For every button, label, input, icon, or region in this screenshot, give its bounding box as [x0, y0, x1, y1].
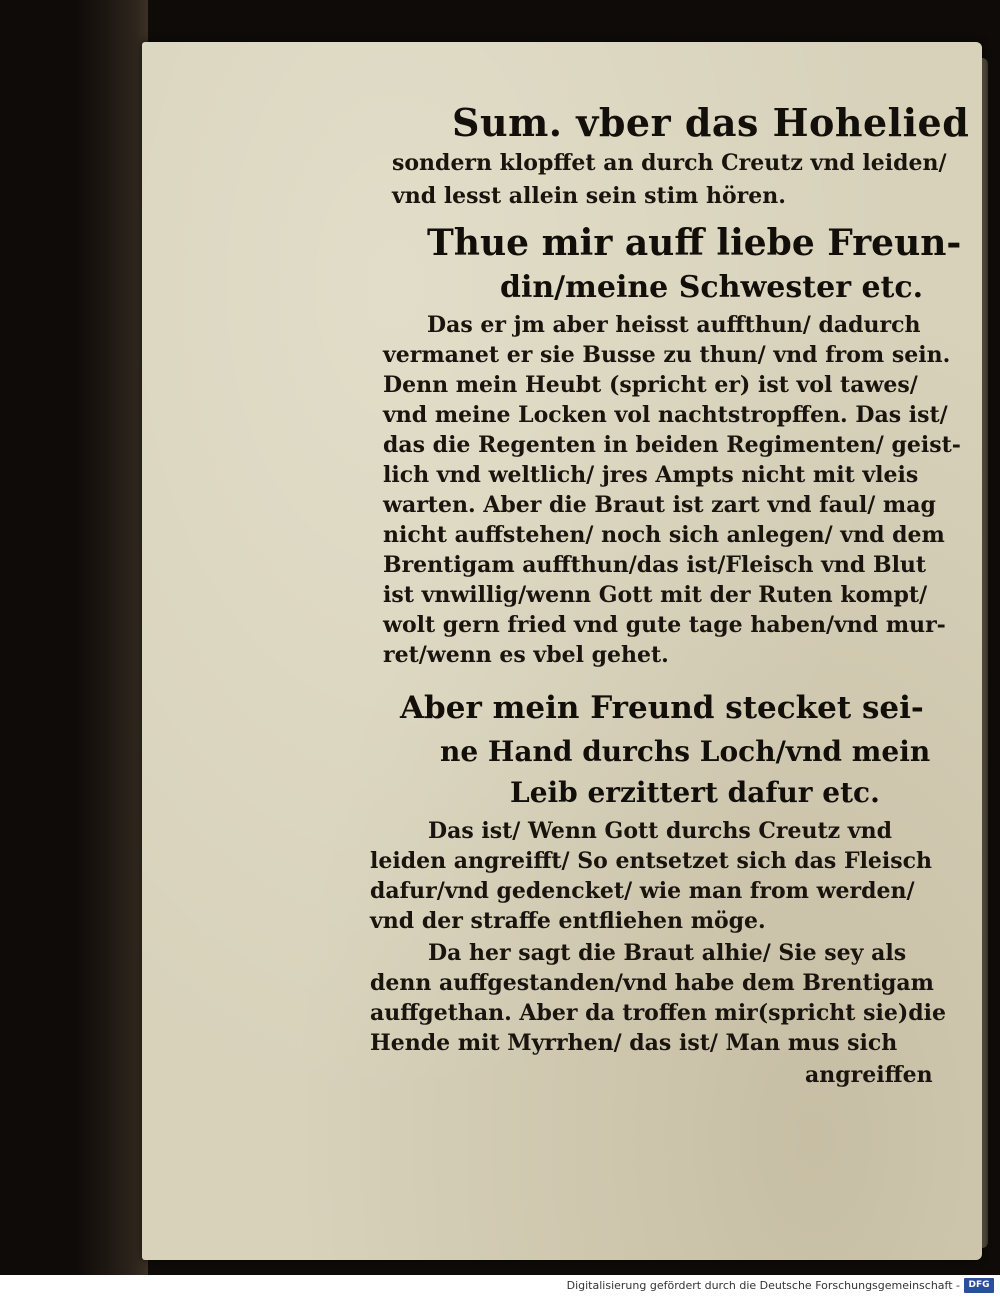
text-line: vnd lesst allein sein stim hören. — [392, 183, 786, 209]
section-heading-line: ne Hand durchs Loch/vnd mein — [440, 735, 931, 768]
text-line: nicht auffstehen/ noch sich anlegen/ vnd dem — [383, 522, 945, 548]
funding-notice: Digitalisierung gefördert durch die Deutsche Forschungsgemeinschaft - — [566, 1279, 960, 1292]
text-line: auffgethan. Aber da troffen mir(spricht sie)die — [370, 1000, 946, 1026]
text-line: vnd meine Locken vol nachtstropffen. Das ist/ — [383, 402, 948, 428]
section-heading-line: Thue mir auff liebe Freun- — [427, 222, 962, 264]
text-line: denn auffgestanden/vnd habe dem Brentigam — [370, 970, 934, 996]
text-line: Brentigam auffthun/das ist/Fleisch vnd Blut — [383, 552, 927, 578]
text-line: Denn mein Heubt (spricht er) ist vol tawes/ — [383, 372, 918, 398]
text-line: dafur/vnd gedencket/ wie man from werden/ — [370, 878, 915, 904]
text-line: Das er jm aber heisst auffthun/ dadurch — [427, 312, 921, 338]
running-head: Sum. vber das Hohelied — [452, 100, 970, 145]
text-line: wolt gern fried vnd gute tage haben/vnd mur- — [383, 612, 946, 638]
text-line: ret/wenn es vbel gehet. — [383, 642, 669, 668]
text-line: sondern klopffet an durch Creutz vnd leiden/ — [392, 150, 947, 176]
footer-bar — [0, 1275, 1000, 1297]
catchword: angreiffen — [805, 1062, 933, 1088]
text-line: vnd der straffe entfliehen möge. — [370, 908, 766, 934]
section-heading-line: Leib erzittert dafur etc. — [510, 776, 880, 809]
text-line: Das ist/ Wenn Gott durchs Creutz vnd — [428, 818, 892, 844]
dfg-logo-icon[interactable]: DFG — [964, 1278, 994, 1293]
section-heading-line: din/meine Schwester etc. — [500, 270, 924, 305]
text-line: lich vnd weltlich/ jres Ampts nicht mit vleis — [383, 462, 919, 488]
book-spine-shadow — [78, 0, 148, 1275]
text-line: leiden angreifft/ So entsetzet sich das Fleisch — [370, 848, 933, 874]
text-line: Da her sagt die Braut alhie/ Sie sey als — [428, 940, 907, 966]
text-line: das die Regenten in beiden Regimenten/ geist- — [383, 432, 961, 458]
text-line: warten. Aber die Braut ist zart vnd faul/ mag — [383, 492, 936, 518]
text-line: ist vnwillig/wenn Gott mit der Ruten kompt/ — [383, 582, 928, 608]
text-line: vermanet er sie Busse zu thun/ vnd from sein. — [383, 342, 951, 368]
text-line: Hende mit Myrrhen/ das ist/ Man mus sich — [370, 1030, 898, 1056]
section-heading-line: Aber mein Freund stecket sei- — [400, 690, 924, 726]
